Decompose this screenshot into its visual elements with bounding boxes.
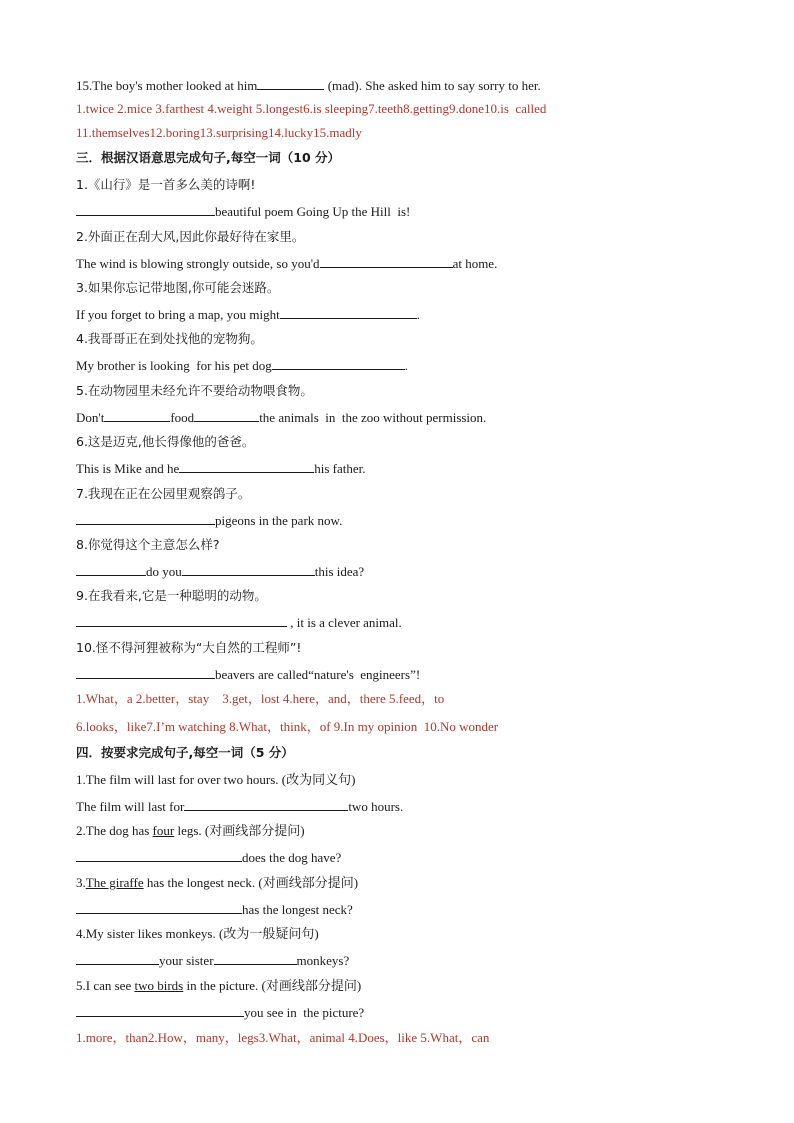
question-english: do you this idea? <box>76 563 364 580</box>
underlined-word: The giraffe <box>85 875 144 890</box>
question-english: you see in the picture? <box>76 1004 364 1021</box>
question-english: pigeons in the park now. <box>76 512 342 529</box>
question-text: 15.The boy's mother looked at him <box>76 78 258 93</box>
answer-blank[interactable] <box>194 409 259 422</box>
question-english: The film will last for two hours. <box>76 799 404 814</box>
answer-blank[interactable] <box>76 563 146 576</box>
answer-blank[interactable] <box>214 952 297 965</box>
section-4-heading: 四．按要求完成句子,每空一词（5 分） <box>76 745 294 760</box>
question-chinese: 9.在我看来,它是一种聪明的动物。 <box>76 588 267 603</box>
question-english: The wind is blowing strongly outside, so you'd at home. <box>76 256 498 271</box>
underlined-word: four <box>152 823 175 838</box>
question-chinese: 5.在动物园里未经允许不要给动物喂食物。 <box>76 383 313 398</box>
answer-blank[interactable] <box>182 563 315 576</box>
question-text: 2.The dog has four legs. (对画线部分提问) <box>76 823 305 838</box>
answer-blank[interactable] <box>76 952 159 965</box>
question-chinese: 1.《山行》是一首多么美的诗啊! <box>76 177 256 192</box>
question-text: (mad). She asked him to say sorry to her. <box>324 78 541 93</box>
question-english: beavers are called“nature's engineers”! <box>76 666 420 683</box>
answer-key-line: 6.looks，like7.I’m watching 8.What，think，of 9.In my opinion 10.No wonder <box>76 719 499 734</box>
question-english: your sister monkeys? <box>76 952 349 969</box>
underlined-word: two birds <box>134 978 184 993</box>
answer-blank[interactable] <box>76 666 215 679</box>
answer-blank[interactable] <box>184 798 348 811</box>
question-text: 4.My sister likes monkeys. (改为一般疑问句) <box>76 926 319 941</box>
answer-blank[interactable] <box>76 512 215 525</box>
question-english: If you forget to bring a map, you might . <box>76 307 421 322</box>
answer-blank[interactable] <box>104 409 170 422</box>
section-3-heading: 三．根据汉语意思完成句子,每空一词（10 分） <box>76 150 340 165</box>
question-english: This is Mike and he his father. <box>76 461 366 476</box>
answer-blank[interactable] <box>76 614 287 627</box>
answer-blank[interactable] <box>280 306 417 319</box>
question-english: beautiful poem Going Up the Hill is! <box>76 203 410 220</box>
answer-key-line: 11.themselves12.boring13.surprising14.lucky15.madly <box>76 125 362 140</box>
answer-blank[interactable] <box>76 1004 244 1017</box>
answer-blank[interactable] <box>179 460 314 473</box>
answer-key-line: 1.more，than2.How，many，legs3.What，animal 4.Does，like 5.What，can <box>76 1030 490 1045</box>
question-english: , it is a clever animal. <box>76 614 402 631</box>
answer-blank[interactable] <box>272 357 405 370</box>
question-chinese: 8.你觉得这个主意怎么样? <box>76 537 220 552</box>
question-chinese: 10.怪不得河狸被称为“大自然的工程师”! <box>76 640 302 655</box>
question-chinese: 3.如果你忘记带地图,你可能会迷路。 <box>76 280 280 295</box>
question-chinese: 6.这是迈克,他长得像他的爸爸。 <box>76 434 255 449</box>
answer-blank[interactable] <box>76 849 242 862</box>
question-english: has the longest neck? <box>76 901 353 918</box>
question-chinese: 7.我现在正在公园里观察鸽子。 <box>76 486 251 501</box>
answer-blank[interactable] <box>320 255 453 268</box>
question-text: 5.I can see two birds in the picture. (对画线部分提问) <box>76 978 362 993</box>
question-15 <box>76 77 541 94</box>
question-english: Don't food the animals in the zoo without permission. <box>76 410 487 425</box>
question-english: does the dog have? <box>76 849 341 866</box>
question-english: My brother is looking for his pet dog . <box>76 358 408 373</box>
answer-blank[interactable] <box>257 77 324 90</box>
answer-blank[interactable] <box>76 203 215 216</box>
question-text: 1.The film will last for over two hours. (改为同义句) <box>76 772 356 787</box>
question-chinese: 2.外面正在刮大风,因此你最好待在家里。 <box>76 229 305 244</box>
question-text: 3.The giraffe has the longest neck. (对画线部分提问) <box>76 875 359 890</box>
answer-key-line: 1.twice 2.mice 3.farthest 4.weight 5.longest6.is sleeping7.teeth8.getting9.done10.is called <box>76 101 547 116</box>
answer-blank[interactable] <box>76 901 242 914</box>
question-chinese: 4.我哥哥正在到处找他的宠物狗。 <box>76 331 263 346</box>
answer-key-line: 1.What，a 2.better，stay 3.get，lost 4.here，and，there 5.feed，to <box>76 691 445 706</box>
